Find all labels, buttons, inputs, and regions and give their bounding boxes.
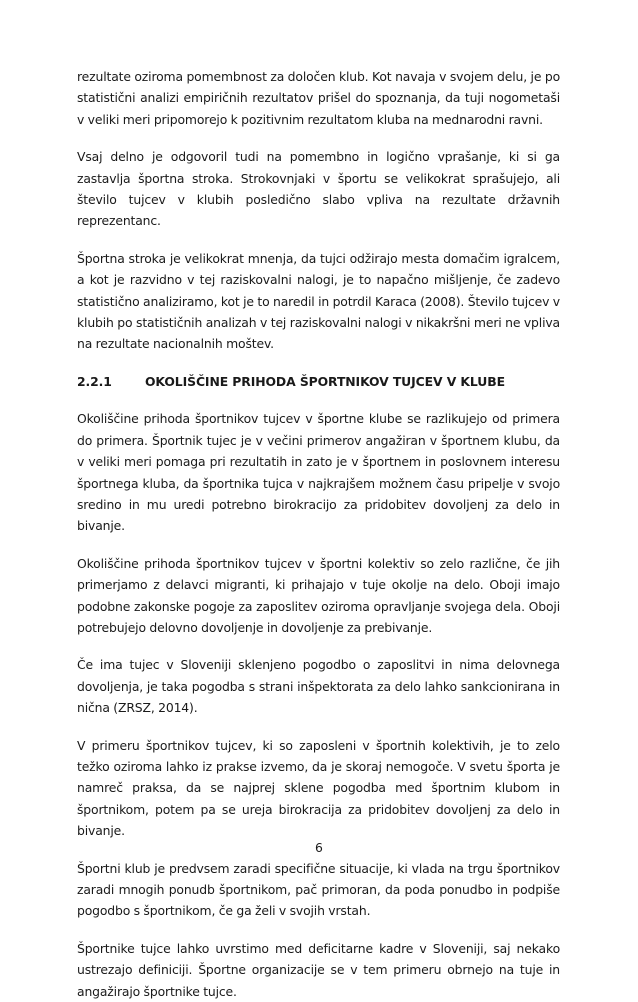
paragraph: Športnike tujce lahko uvrstimo med deficitarne kadre v Sloveniji, saj nekako ustrezajo definiciji. Športne organizacije se v tem primeru obrnejo na tuje in angažirajo športnike tujce.	[77, 940, 560, 999]
section-title: OKOLIŠČINE PRIHODA ŠPORTNIKOV TUJCEV V KLUBE	[145, 373, 505, 389]
section-heading	[77, 371, 560, 392]
paragraph: rezultate oziroma pomembnost za določen klub. Kot navaja v svojem delu, je po statistični analizi empiričnih rezultatov prišel do spoznanja, da tuji nogometaši v veliki meri pripomorejo k pozitivnim rezultatom kluba na mednarodni ravni.	[77, 69, 560, 127]
section-number: 2.2.1	[77, 373, 112, 389]
paragraph: Športni klub je predvsem zaradi specifične situacije, ki vlada na trgu športnikov zaradi mnogih ponudb športnikom, pač primoran, da poda ponudbo in podpiše pogodbo s športnikom, če ga želi v svojih vrstah.	[77, 860, 560, 919]
paragraph: V primeru športnikov tujcev, ki so zaposleni v športnih kolektivih, je to zelo težko oziroma lahko iz prakse izvemo, da je skoraj nemogoče. V svetu športa je namreč praksa, da se najprej sklene pogodba med športnim klubom in športnikom, potem pa se ureja birokracija za pridobitev dovoljenj za delo in bivanje.	[77, 737, 560, 839]
paragraph: Športna stroka je velikokrat mnenja, da tujci odžirajo mesta domačim igralcem, a kot je razvidno v tej raziskovalni nalogi, je to napačno mišljenje, če zadevo statistično analiziramo, kot je to naredil in potrdil Karaca (2008). Število tujcev v klubih po statističnih analizah v tej raziskovalni nalogi v nikakršni meri ne vpliva na rezultate nacionalnih moštev.	[77, 250, 560, 352]
document-body	[77, 66, 560, 1002]
page-number: 6	[315, 840, 323, 855]
paragraph: Vsaj delno je odgovoril tudi na pomembno in logično vprašanje, ki si ga zastavlja športna stroka. Strokovnjaki v športu se velikokrat sprašujejo, ali število tujcev v klubih posledično slabo vpliva na rezultate državnih reprezentanc.	[77, 149, 560, 229]
paragraph: Če ima tujec v Sloveniji sklenjeno pogodbo o zaposlitvi in nima delovnega dovoljenja, je taka pogodba s strani inšpektorata za delo lahko sankcionirana in nična (ZRSZ, 2014).	[77, 657, 560, 716]
paragraph: Okoliščine prihoda športnikov tujcev v športne klube se razlikujejo od primera do primera. Športnik tujec je v večini primerov angažiran v športnem klubu, da v veliki meri pomaga pri rezultatih in zato je v športnem in poslovnem interesu športnega kluba, da športnika tujca v najkrajšem možnem času pripelje v svojo sredino in mu uredi potrebno birokracijo za pridobitev dovoljenj za delo in bivanje.	[77, 411, 560, 534]
paragraph: Okoliščine prihoda športnikov tujcev v športni kolektiv so zelo različne, če jih primerjamo z delavci migranti, ki prihajajo v tuje okolje na delo. Oboji imajo podobne zakonske pogoje za zaposlitev oziroma opravljanje svojega dela. Oboji potrebujejo delovno dovoljenje in dovoljenje za prebivanje.	[77, 555, 560, 635]
